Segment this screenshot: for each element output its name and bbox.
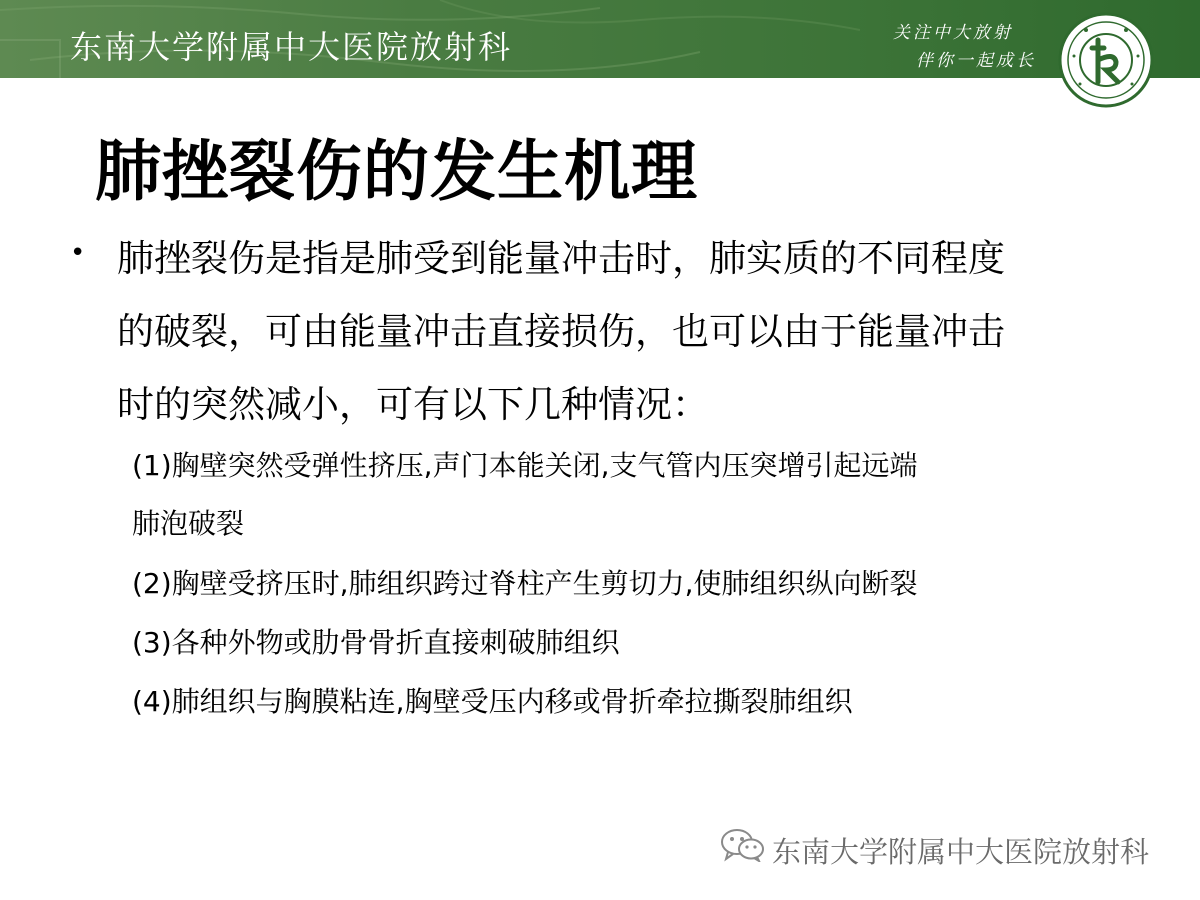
slogan-line-1: 关注中大放射 xyxy=(893,23,1013,43)
bullet-marker: • xyxy=(70,238,86,268)
bullet-text-line-2: 的破裂，可由能量冲击直接损伤，也可以由于能量冲击 xyxy=(117,310,1005,353)
watermark-text: 东南大学附属中大医院放射科 xyxy=(772,835,1150,869)
slogan-line-2: 伴你一起成长 xyxy=(916,51,1036,71)
hospital-department-title: 东南大学附属中大医院放射科 xyxy=(70,28,513,66)
sub-item-1: (1)胸壁突然受弹性挤压,声门本能关闭,支气管内压突增引起远端 xyxy=(132,449,918,482)
bullet-text-line-1: 肺挫裂伤是指是肺受到能量冲击时，肺实质的不同程度 xyxy=(117,237,1005,280)
header-banner xyxy=(0,0,1200,78)
sub-item-4: (4)肺组织与胸膜粘连,胸壁受压内移或骨折牵拉撕裂肺组织 xyxy=(132,685,853,718)
bullet-text-line-3: 时的突然减小，可有以下几种情况： xyxy=(117,383,709,426)
sub-item-3: (3)各种外物或肋骨骨折直接刺破肺组织 xyxy=(132,626,620,659)
hospital-seal-logo xyxy=(1058,12,1154,108)
wechat-icon xyxy=(720,828,766,862)
sub-item-1-continued: 肺泡破裂 xyxy=(132,507,245,540)
sub-item-2: (2)胸壁受挤压时,肺组织跨过脊柱产生剪切力,使肺组织纵向断裂 xyxy=(132,567,918,600)
slide-title: 肺挫裂伤的发生机理 xyxy=(95,133,698,210)
